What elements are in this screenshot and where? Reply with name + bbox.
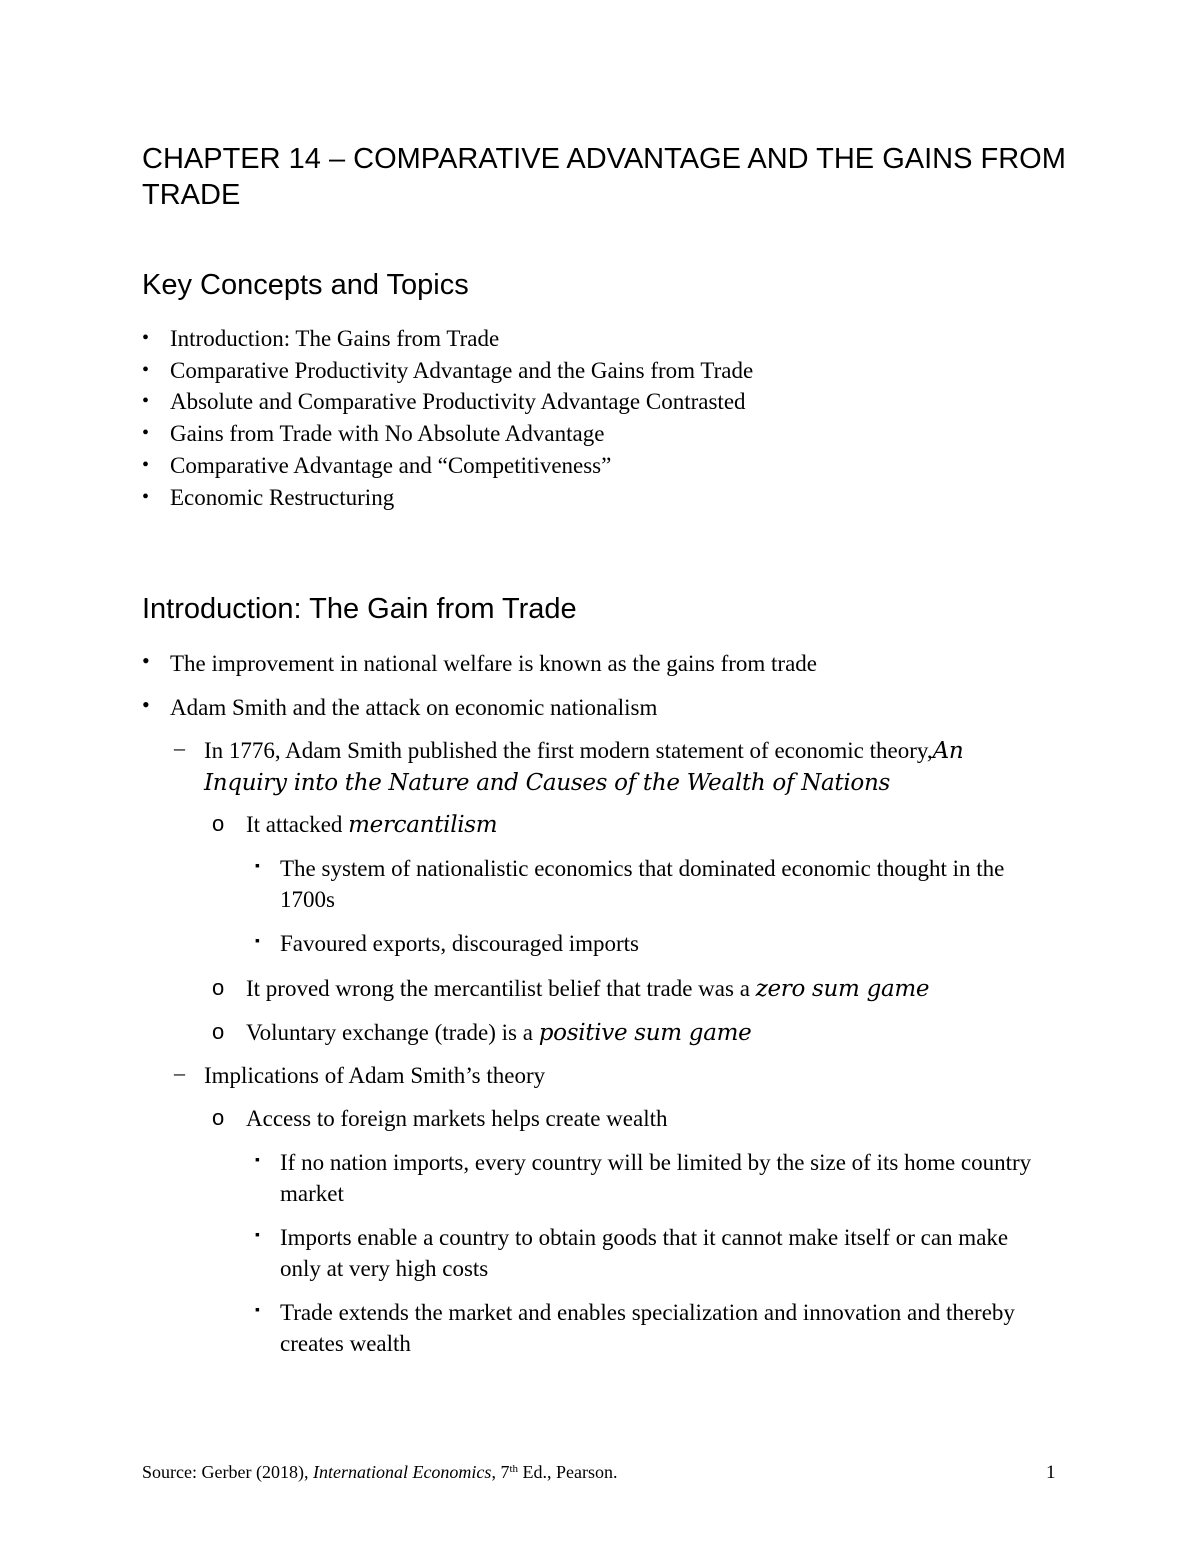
key-concepts-list xyxy=(142,323,1102,513)
list-item: • Comparative Productivity Advantage and the Gains from Trade xyxy=(142,355,1102,387)
sub-item-positive-sum: Voluntary exchange (trade) is a positive sum game xyxy=(246,1020,752,1046)
bullet-marker: • xyxy=(142,692,150,717)
dash-item-implications: Implications of Adam Smith’s theory xyxy=(204,1063,546,1088)
list-item: • Introduction: The Gains from Trade xyxy=(142,323,1102,355)
source-footer: Source: Gerber (2018), International Economics, 7th Ed., Pearson. xyxy=(142,1462,618,1482)
circle-marker: o xyxy=(212,1105,225,1130)
dash-item-1776: In 1776, Adam Smith published the first modern statement of economic theory,An Inquiry into the Nature and Causes of the Wealth of Nations xyxy=(204,738,964,796)
bullet-marker: • xyxy=(142,453,150,476)
book-title-wealth-of-nations: An Inquiry into the Nature and Causes of the Wealth of Nations xyxy=(204,738,964,796)
chapter-title: CHAPTER 14 – COMPARATIVE ADVANTAGE AND THE GAINS FROM TRADE xyxy=(142,143,1066,211)
square-marker: ▪ xyxy=(255,859,260,874)
intro-bullet-adam-smith: Adam Smith and the attack on economic nationalism xyxy=(170,695,658,720)
circle-marker: o xyxy=(212,811,225,836)
detail-item-nationalistic: The system of nationalistic economics that dominated economic thought in the 1700s xyxy=(280,856,1005,912)
bullet-marker: • xyxy=(142,422,150,445)
list-item: • Absolute and Comparative Productivity Advantage Contrasted xyxy=(142,386,1102,418)
detail-item-imports-enable: Imports enable a country to obtain goods that it cannot make itself or can make only at very high costs xyxy=(280,1225,1009,1281)
bullet-marker: • xyxy=(142,390,150,413)
key-concepts-heading: Key Concepts and Topics xyxy=(142,269,469,301)
list-item: • Economic Restructuring xyxy=(142,482,1102,514)
sub-item-mercantilism: It attacked mercantilism xyxy=(246,812,498,838)
list-item: • Comparative Advantage and “Competitiveness” xyxy=(142,450,1102,482)
square-marker: ▪ xyxy=(255,1153,260,1168)
circle-marker: o xyxy=(212,1019,225,1044)
intro-bullet-welfare: The improvement in national welfare is known as the gains from trade xyxy=(170,651,817,676)
bullet-marker: • xyxy=(142,485,150,508)
bullet-marker: • xyxy=(142,358,150,381)
sub-item-zero-sum: It proved wrong the mercantilist belief that trade was a zero sum game xyxy=(246,976,930,1002)
bullet-marker: • xyxy=(142,327,150,349)
list-item: • Gains from Trade with No Absolute Advantage xyxy=(142,418,1102,450)
square-marker: ▪ xyxy=(255,1303,260,1318)
intro-heading: Introduction: The Gain from Trade xyxy=(142,593,577,625)
detail-item-no-imports: If no nation imports, every country will be limited by the size of its home country market xyxy=(280,1150,1032,1206)
bullet-marker: • xyxy=(142,648,150,673)
dash-marker: – xyxy=(174,735,185,760)
sub-item-foreign-markets: Access to foreign markets helps create wealth xyxy=(246,1106,668,1131)
square-marker: ▪ xyxy=(255,1228,260,1243)
square-marker: ▪ xyxy=(255,934,260,949)
book-title: International Economics xyxy=(312,1462,492,1482)
dash-marker: – xyxy=(174,1060,185,1085)
detail-item-exports: Favoured exports, discouraged imports xyxy=(280,931,639,956)
detail-item-trade-extends: Trade extends the market and enables specialization and innovation and thereby creates wealth xyxy=(280,1300,1015,1356)
circle-marker: o xyxy=(212,975,225,1000)
page-number: 1 xyxy=(1046,1462,1056,1483)
